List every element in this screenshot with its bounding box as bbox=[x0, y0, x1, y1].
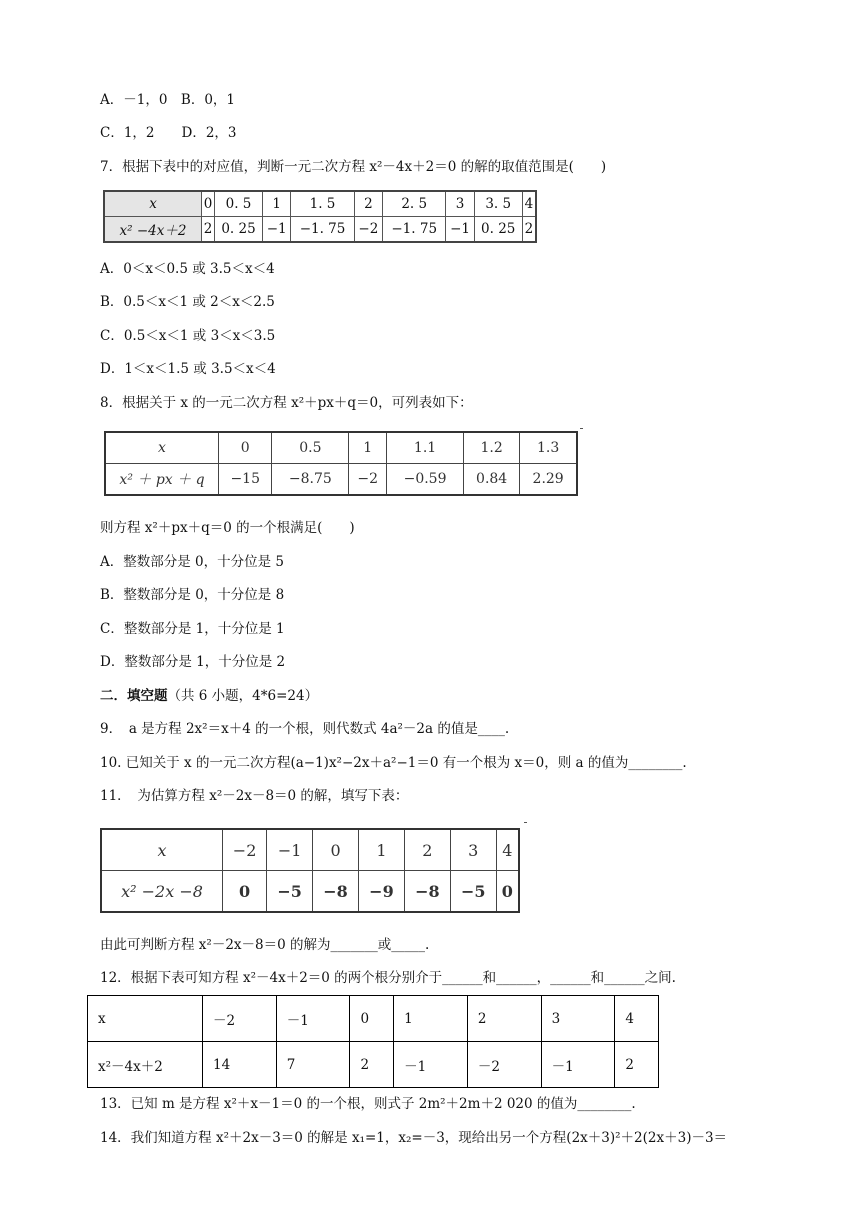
table-cell: −1. 75 bbox=[291, 217, 354, 243]
q7-option-a: A．0＜x＜0.5 或 3.5＜x＜4 bbox=[100, 261, 275, 277]
table-cell: −8.75 bbox=[272, 464, 349, 496]
table-row bbox=[88, 996, 659, 1042]
section-note: （共 6 小题，4*6=24） bbox=[167, 688, 319, 704]
q7-option-c: C．0.5＜x＜1 或 3＜x＜3.5 bbox=[100, 328, 276, 344]
table-cell: 0.5 bbox=[272, 432, 349, 464]
table-cell: 0 bbox=[350, 996, 394, 1042]
q7-stem: 7．根据下表中的对应值，判断一元二次方程 x²－4x＋2＝0 的解的取值范围是( ) bbox=[100, 159, 607, 175]
table-cell: 1 bbox=[394, 996, 468, 1042]
table-cell: 2 bbox=[202, 217, 215, 243]
table-cell: 3. 5 bbox=[474, 191, 522, 217]
table-cell: －1 bbox=[394, 1042, 468, 1088]
table-cell: －2 bbox=[467, 1042, 541, 1088]
table-row bbox=[105, 432, 577, 464]
q8-option-a: A．整数部分是 0，十分位是 5 bbox=[100, 554, 285, 570]
table-cell: 0 bbox=[313, 829, 359, 871]
table-cell: 1.2 bbox=[463, 432, 519, 464]
table-cell: −5 bbox=[450, 871, 496, 913]
table-cell: 1 bbox=[359, 829, 405, 871]
table-cell: −9 bbox=[359, 871, 405, 913]
q8-stem: 8．根据关于 x 的一元二次方程 x²＋px＋q＝0，可列表如下： bbox=[100, 395, 473, 411]
table-cell: −1 bbox=[263, 217, 291, 243]
table-row bbox=[101, 871, 519, 913]
table-row bbox=[104, 217, 536, 243]
table-cell: x² −2x −8 bbox=[101, 871, 223, 913]
q6-option-c: C．1，2 D．2，3 bbox=[100, 125, 237, 141]
table-row bbox=[88, 1042, 659, 1088]
table-cell: 0. 25 bbox=[474, 217, 522, 243]
table-cell: 0.84 bbox=[463, 464, 519, 496]
table-cell: 2. 5 bbox=[383, 191, 446, 217]
table-cell: 1.3 bbox=[520, 432, 577, 464]
table-cell: 14 bbox=[203, 1042, 277, 1088]
table-cell: 1.1 bbox=[387, 432, 464, 464]
table-cell: −8 bbox=[404, 871, 450, 913]
table-cell: 1 bbox=[263, 191, 291, 217]
q8-question: 则方程 x²＋px＋q＝0 的一个根满足( ) bbox=[100, 520, 355, 536]
table-cell: x² −4x＋2 bbox=[104, 217, 202, 243]
table-cell: 2 bbox=[350, 1042, 394, 1088]
table-cell: 2.29 bbox=[520, 464, 577, 496]
table-cell: 2 bbox=[354, 191, 382, 217]
q7-option-d: D．1＜x＜1.5 或 3.5＜x＜4 bbox=[100, 361, 276, 377]
table-cell: −2 bbox=[349, 464, 387, 496]
table-cell: 0. 5 bbox=[215, 191, 263, 217]
table-cell: −8 bbox=[313, 871, 359, 913]
table-cell: −5 bbox=[267, 871, 313, 913]
table-cell: 4 bbox=[522, 191, 536, 217]
table-cell: 7 bbox=[276, 1042, 350, 1088]
table-cell: 3 bbox=[541, 996, 615, 1042]
table-cell: －1 bbox=[276, 996, 350, 1042]
q14-text: 14．我们知道方程 x²＋2x－3＝0 的解是 x₁=1，x₂=－3，现给出另一个方程(2x＋3)²＋2(2x＋3)－3＝ bbox=[100, 1130, 728, 1146]
table-cell: 0 bbox=[223, 871, 267, 913]
table-cell: 2 bbox=[404, 829, 450, 871]
table-cell: −1 bbox=[446, 217, 474, 243]
table-cell: 0 bbox=[219, 432, 272, 464]
table-cell: −0.59 bbox=[387, 464, 464, 496]
table-row bbox=[104, 191, 536, 217]
q8-option-c: C．整数部分是 1，十分位是 1 bbox=[100, 621, 285, 637]
table-cell: −1 bbox=[267, 829, 313, 871]
scan-mark bbox=[580, 428, 583, 429]
table-cell: 4 bbox=[615, 996, 659, 1042]
table-cell: 2 bbox=[522, 217, 536, 243]
q8-option-b: B．整数部分是 0，十分位是 8 bbox=[100, 587, 285, 603]
q11-table bbox=[100, 828, 520, 913]
scan-mark bbox=[524, 822, 527, 823]
table-cell: x² ＋ px ＋ q bbox=[105, 464, 219, 496]
table-cell: 0. 25 bbox=[215, 217, 263, 243]
q13-text: 13．已知 m 是方程 x²＋x－1＝0 的一个根，则式子 2m²＋2m＋2 020 的值为________. bbox=[100, 1096, 636, 1112]
q7-table bbox=[103, 190, 537, 243]
table-cell: x²－4x＋2 bbox=[88, 1042, 203, 1088]
table-cell: 1. 5 bbox=[291, 191, 354, 217]
q8-table bbox=[104, 431, 578, 496]
q12-table bbox=[87, 995, 659, 1088]
table-cell: 0 bbox=[496, 871, 519, 913]
q9-text: 9． a 是方程 2x²＝x＋4 的一个根，则代数式 4a²－2a 的值是____. bbox=[100, 721, 510, 737]
q11-stem: 11． 为估算方程 x²－2x－8＝0 的解，填写下表： bbox=[100, 788, 409, 804]
table-cell: 2 bbox=[615, 1042, 659, 1088]
q10-text: 10. 已知关于 x 的一元二次方程(a−1)x²−2x＋a²−1＝0 有一个根为 x＝0，则 a 的值为________. bbox=[100, 755, 687, 771]
table-cell: －1 bbox=[541, 1042, 615, 1088]
table-cell: 3 bbox=[446, 191, 474, 217]
q7-option-b: B．0.5＜x＜1 或 2＜x＜2.5 bbox=[100, 294, 275, 310]
table-cell: −1. 75 bbox=[383, 217, 446, 243]
section-title: 二．填空题 bbox=[100, 688, 168, 704]
table-cell: x bbox=[105, 432, 219, 464]
section-heading bbox=[100, 687, 318, 705]
table-row bbox=[101, 829, 519, 871]
table-cell: 0 bbox=[202, 191, 215, 217]
table-cell: x bbox=[101, 829, 223, 871]
table-cell: 1 bbox=[349, 432, 387, 464]
table-row bbox=[105, 464, 577, 496]
table-cell: 2 bbox=[467, 996, 541, 1042]
table-cell: −15 bbox=[219, 464, 272, 496]
table-cell: −2 bbox=[354, 217, 382, 243]
table-cell: −2 bbox=[223, 829, 267, 871]
q8-option-d: D．整数部分是 1，十分位是 2 bbox=[100, 654, 286, 670]
q11-conclusion: 由此可判断方程 x²－2x－8＝0 的解为_______或_____. bbox=[100, 937, 430, 953]
table-cell: 4 bbox=[496, 829, 519, 871]
table-cell: 3 bbox=[450, 829, 496, 871]
q6-option-a: A．－1，0 B．0，1 bbox=[100, 92, 236, 108]
q12-stem: 12．根据下表可知方程 x²－4x＋2＝0 的两个根分别介于______和______，______和______之间. bbox=[100, 970, 676, 986]
table-cell: －2 bbox=[203, 996, 277, 1042]
table-cell: x bbox=[88, 996, 203, 1042]
table-cell: x bbox=[104, 191, 202, 217]
